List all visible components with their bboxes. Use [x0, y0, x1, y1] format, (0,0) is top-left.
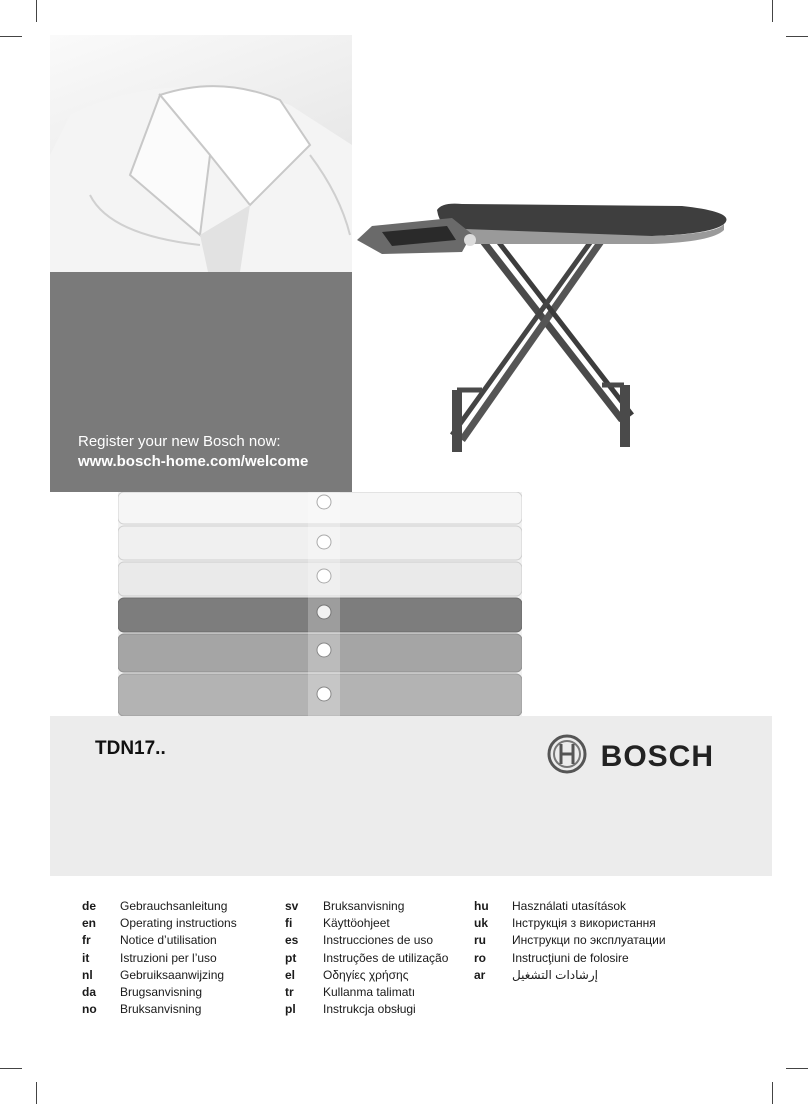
language-column-2	[285, 898, 448, 1018]
crop-mark-bottom-left-v	[36, 1082, 37, 1104]
language-item: hu Használati utasítások	[474, 899, 627, 913]
crop-mark-top-right-h	[786, 36, 808, 37]
language-item: el Οδηγίες χρήσης	[285, 967, 409, 982]
language-item: it Istruzioni per l’uso	[82, 950, 217, 965]
language-item: de Gebrauchsanleitung	[82, 899, 228, 913]
language-item: ru Инструкци по эксплуатации	[474, 933, 666, 948]
brand-logo	[547, 734, 714, 779]
crop-mark-bottom-right-v	[772, 1082, 773, 1104]
language-column-3	[474, 898, 666, 984]
language-item: es Instrucciones de uso	[285, 933, 434, 948]
bosch-armature-icon	[547, 734, 587, 779]
product-info-box	[50, 716, 772, 876]
crop-mark-top-right-v	[772, 0, 773, 22]
crop-mark-bottom-left-h	[0, 1068, 22, 1069]
crop-mark-bottom-right-h	[786, 1068, 808, 1069]
language-item: no Bruksanvisning	[82, 1002, 202, 1017]
language-item: pt Instruções de utilização	[285, 950, 449, 965]
crop-mark-top-left-v	[36, 0, 37, 22]
language-item: fi Käyttöohjeet	[285, 916, 390, 931]
language-item: en Operating instructions	[82, 916, 237, 931]
language-column-1	[82, 898, 237, 1018]
language-item: tr Kullanma talimatı	[285, 985, 416, 1000]
language-item: pl Instrukcja obsługi	[285, 1002, 416, 1017]
registration-text: Register your new Bosch now:	[78, 433, 281, 450]
language-item: ro Instrucţiuni de folosire	[474, 950, 629, 965]
registration-panel	[50, 272, 352, 492]
ironing-board-photo	[352, 190, 742, 470]
model-number: TDN17..	[95, 738, 166, 759]
brand-name: BOSCH	[600, 739, 714, 773]
language-item: da Brugsanvisning	[82, 985, 203, 1000]
folded-shirts-photo	[118, 492, 522, 716]
shirt-collar-photo	[50, 35, 352, 272]
registration-url[interactable]: www.bosch-home.com/welcome	[78, 453, 309, 470]
language-item: nl Gebruiksaanwijzing	[82, 967, 225, 982]
language-item: fr Notice d’utilisation	[82, 933, 217, 948]
crop-mark-top-left-h	[0, 36, 22, 37]
language-item: uk Інструкція з використання	[474, 916, 656, 931]
language-item: ar إرشادات التشغيل	[474, 967, 598, 982]
language-item: sv Bruksanvisning	[285, 899, 405, 913]
